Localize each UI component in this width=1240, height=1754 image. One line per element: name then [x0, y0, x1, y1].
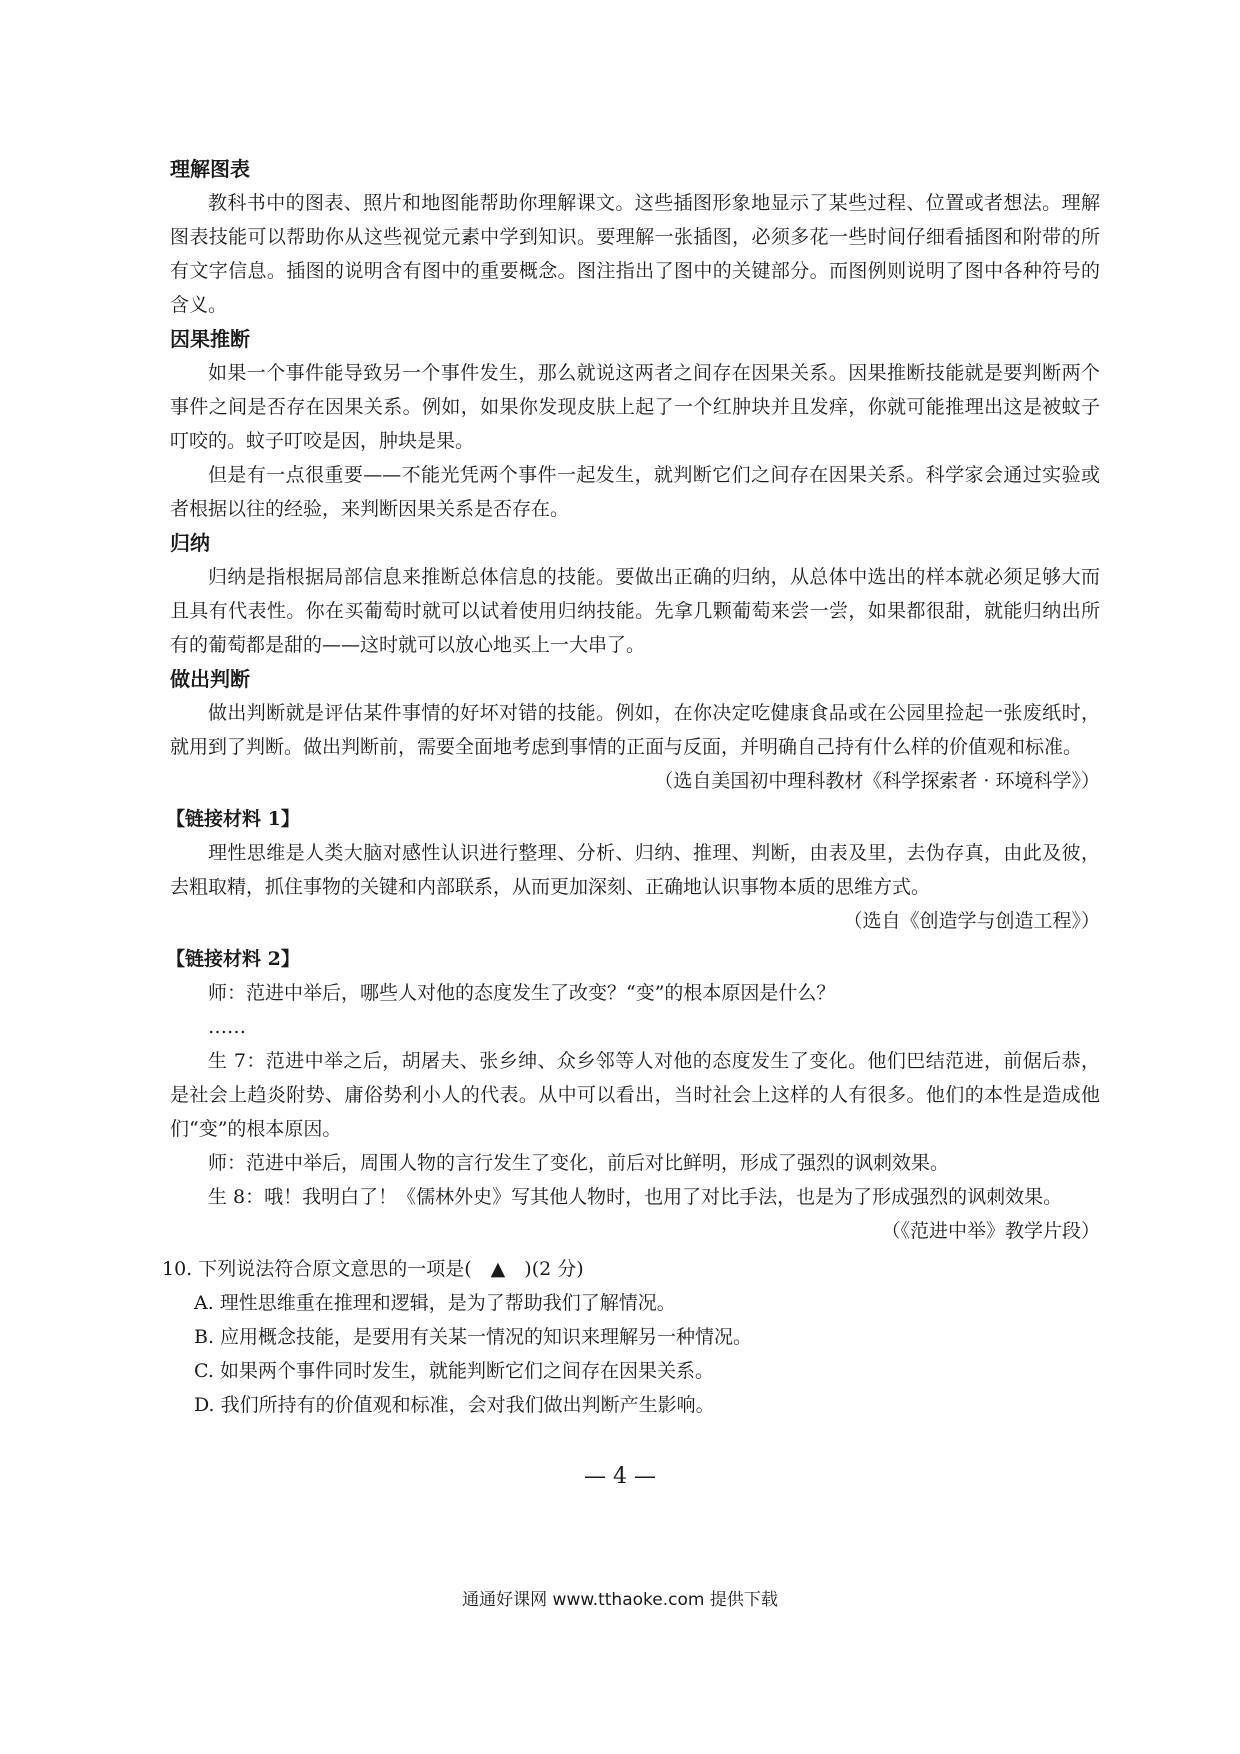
question-stem: 10. 下列说法符合原文意思的一项是( ▲ )(2 分) — [162, 1258, 584, 1280]
section-heading: 因果推断 — [170, 327, 250, 351]
dialogue-line: 师：范进中举后，哪些人对他的态度发生了改变？“变”的根本原因是什么？ — [208, 982, 836, 1004]
answer-option-a: A. 理性思维重在推理和逻辑，是为了帮助我们了解情况。 — [194, 1292, 676, 1314]
answer-option-d: D. 我们所持有的价值观和标准，会对我们做出判断产生影响。 — [194, 1394, 715, 1416]
dialogue-ellipsis: …… — [208, 1016, 246, 1038]
link-material-text: 理性思维是人类大脑对感性认识进行整理、分析、归纳、推理、判断，由表及里，去伪存真，由此及彼，去粗取精，抓住事物的关键和内部联系，从而更加深刻、正确地认识事物本质的思维方式。 — [170, 842, 1100, 898]
source-citation: （《范进中举》教学片段） — [881, 1220, 1100, 1242]
section-paragraph: 教科书中的图表、照片和地图能帮助你理解课文。这些插图形象地显示了某些过程、位置或者想法。理解图表技能可以帮助你从这些视觉元素中学到知识。要理解一张插图，必须多花一些时间仔细看插图和附带的所有文字信息。插图的说明含有图中的重要概念。图注指出了图中的关键部分。而图例则说明了图中各种符号的含义。 — [170, 192, 1100, 316]
dialogue-line: 生 8：哦！我明白了！《儒林外史》写其他人物时，也用了对比手法，也是为了形成强烈的讽刺效果。 — [208, 1186, 1063, 1208]
section-heading: 理解图表 — [170, 157, 250, 181]
source-citation: （选自美国初中理科教材《科学探索者 · 环境科学》） — [654, 770, 1100, 792]
answer-option-b: B. 应用概念技能，是要用有关某一情况的知识来理解另一种情况。 — [194, 1326, 753, 1348]
link-material-label: 【链接材料 2】 — [166, 948, 300, 970]
section-paragraph: 但是有一点很重要——不能光凭两个事件一起发生，就判断它们之间存在因果关系。科学家会通过实验或者根据以往的经验，来判断因果关系是否存在。 — [170, 464, 1100, 520]
link-material-label: 【链接材料 1】 — [166, 808, 300, 830]
section-paragraph: 做出判断就是评估某件事情的好坏对错的技能。例如，在你决定吃健康食品或在公园里捡起一张废纸时，就用到了判断。做出判断前，需要全面地考虑到事情的正面与反面，并明确自己持有什么样的价值观和标准。 — [170, 702, 1100, 758]
dialogue-line: 师：范进中举后，周围人物的言行发生了变化，前后对比鲜明，形成了强烈的讽刺效果。 — [208, 1152, 950, 1174]
dialogue-line: 生 7：范进中举之后，胡屠夫、张乡绅、众乡邻等人对他的态度发生了变化。他们巴结范进，前倨后恭，是社会上趋炎附势、庸俗势利小人的代表。从中可以看出，当时社会上这样的人有很多。他们的本性是造成他们“变”的根本原因。 — [170, 1050, 1100, 1140]
section-paragraph: 如果一个事件能导致另一个事件发生，那么就说这两者之间存在因果关系。因果推断技能就是要判断两个事件之间是否存在因果关系。例如，如果你发现皮肤上起了一个红肿块并且发痒，你就可能推理出这是被蚊子叮咬的。蚊子叮咬是因，肿块是果。 — [170, 362, 1100, 452]
page-number: — 4 — — [584, 1464, 656, 1489]
source-citation: （选自《创造学与创造工程》） — [843, 910, 1100, 932]
download-footer: 通通好课网 www.tthaoke.com 提供下载 — [462, 1590, 778, 1610]
section-heading: 归纳 — [170, 531, 210, 555]
section-paragraph: 归纳是指根据局部信息来推断总体信息的技能。要做出正确的归纳，从总体中选出的样本就必须足够大而且具有代表性。你在买葡萄时就可以试着使用归纳技能。先拿几颗葡萄来尝一尝，如果都很甜，就能归纳出所有的葡萄都是甜的——这时就可以放心地买上一大串了。 — [170, 566, 1100, 656]
section-heading: 做出判断 — [170, 667, 250, 691]
reading-passage — [162, 152, 1100, 1422]
answer-option-c: C. 如果两个事件同时发生，就能判断它们之间存在因果关系。 — [194, 1360, 714, 1382]
